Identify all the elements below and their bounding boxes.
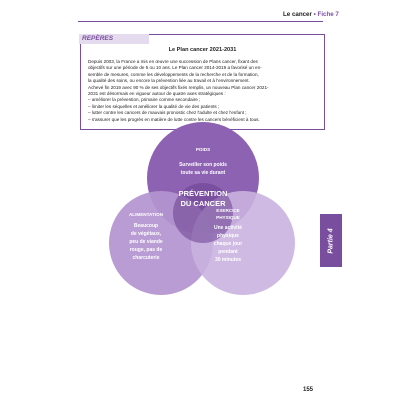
venn-right-line: Une activité <box>213 225 243 231</box>
page-number: 155 <box>303 387 314 393</box>
venn-left-line: charcuterie <box>132 255 160 261</box>
box-line: Depuis 2003, la France a mis en œuvre une succession de Plans cancer, fixant des <box>88 59 258 64</box>
venn-right-line: 30 minutes <box>214 257 242 263</box>
box-line: – limiter les séquelles et améliorer la qualité de vie des patients ; <box>88 103 220 109</box>
venn-right-line: physique <box>217 233 239 239</box>
venn-right-title: EXERCICE <box>216 208 240 213</box>
venn-right-line: pendant <box>218 249 238 255</box>
venn-top-title: POIDS <box>195 147 211 152</box>
box-line: la qualité des soins, ou encore la prévention liée au travail et à l'environnement. <box>88 78 250 84</box>
venn-left-line: peu de viande <box>129 239 163 245</box>
venn-right-line: chaque jour <box>213 241 243 247</box>
box-line: 2031 est désormais en vigueur autour de quatre axes stratégiques : <box>88 91 226 97</box>
box-line: semble de mesures, comme les développements de la recherche et de la formation, <box>88 71 259 77</box>
venn-left-line: Beaucoup <box>133 223 159 229</box>
venn-center-line: PRÉVENTION <box>178 189 228 198</box>
header-separator: • <box>313 11 316 18</box>
venn-right-title: PHYSIQUE <box>216 215 240 220</box>
box-line: Achevé fin 2019 avec 90 % de ses objectifs fixés remplis, un nouveau Plan cancer 2021- <box>88 84 269 90</box>
header-chapter: Le cancer <box>283 11 312 18</box>
venn-left-line: de végétaux, <box>130 231 162 237</box>
venn-left-title: ALIMENTATION <box>128 212 164 217</box>
box-line: – lutter contre les cancers de mauvais pronostic chez l'adulte et chez l'enfant ; <box>88 110 247 116</box>
part-tab-label: Partie 4 <box>327 227 335 254</box>
header-fiche: Fiche 7 <box>317 11 339 18</box>
box-line: – s'assurer que les progrès en matière de lutte contre les cancers bénéficient à tous. <box>88 116 260 122</box>
venn-left-line: rouge, pas de <box>129 247 163 253</box>
box-line: objectifs sur une période de 5 ou 10 ans. Le Plan cancer 2014-2019 a favorisé un en- <box>88 65 262 71</box>
venn-top-line: toute sa vie durant <box>180 170 226 176</box>
part-tab <box>320 214 342 267</box>
reperes-tag-label: REPÈRES <box>82 35 114 42</box>
box-title: Le Plan cancer 2021-2031 <box>168 47 237 53</box>
venn-center-line: DU CANCER <box>180 199 226 208</box>
box-line: – améliorer la prévention, primaire comme secondaire ; <box>88 97 201 103</box>
venn-top-line: Surveiller son poids <box>179 162 227 168</box>
